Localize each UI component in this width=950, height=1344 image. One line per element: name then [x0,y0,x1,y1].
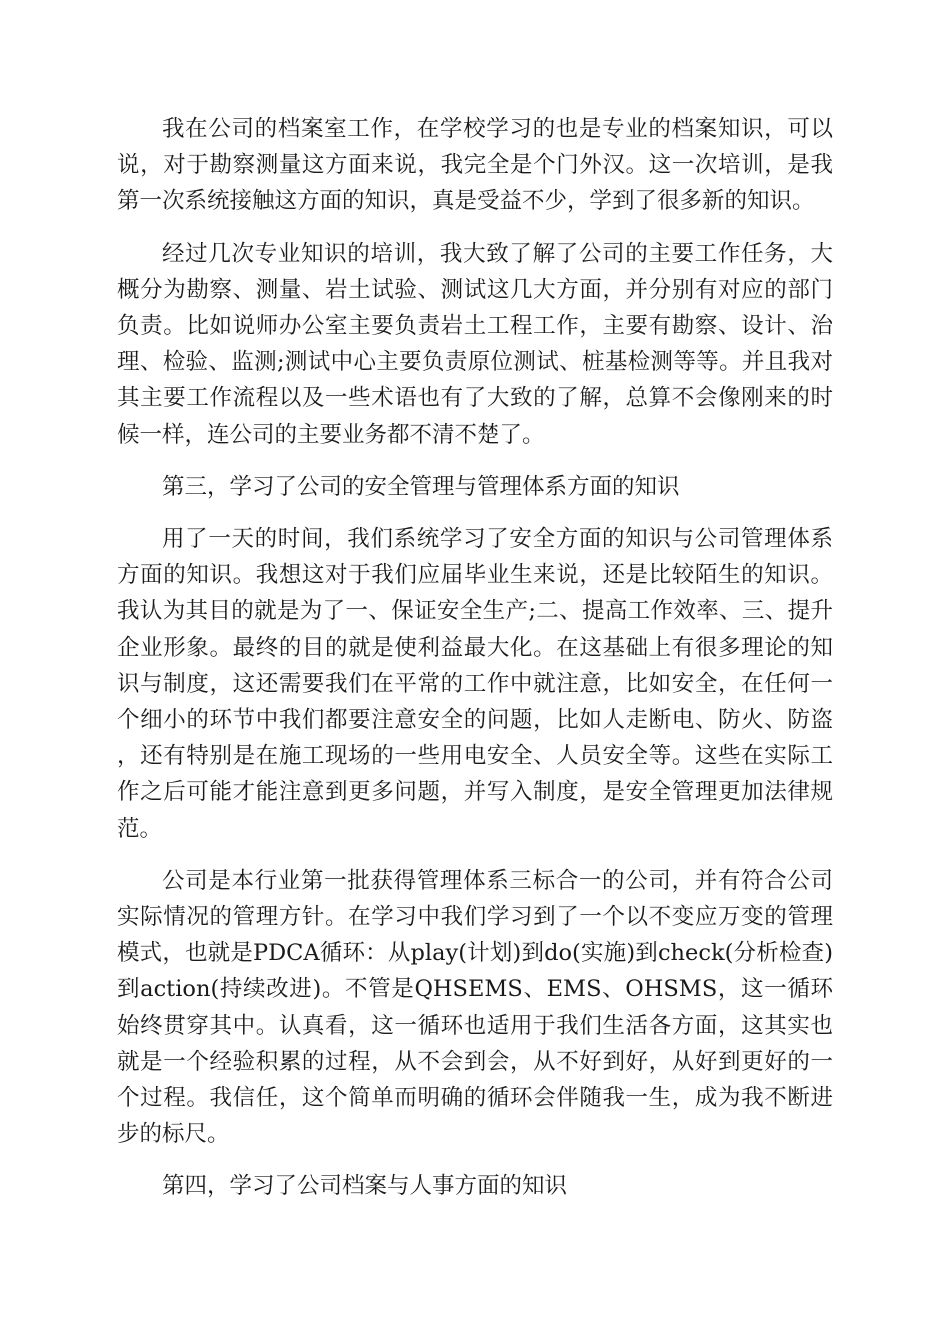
paragraph-archive-work: 我在公司的档案室工作，在学校学习的也是专业的档案知识，可以说，对于勘察测量这方面来说，我完全是个门外汉。这一次培训，是我第一次系统接触这方面的知识，真是受益不少，学到了很多新的知识。 [117,116,833,215]
paragraph-safety-management: 用了一天的时间，我们系统学习了安全方面的知识与公司管理体系方面的知识。我想这对于我们应届毕业生来说，还是比较陌生的知识。我认为其目的就是为了一、保证安全生产;二、提高工作效率、三、提升企业形象。最终的目的就是使利益最大化。在这基础上有很多理论的知识与制度，这还需要我们在平常的工作中就注意，比如安全，在任何一个细小的环节中我们都要注意安全的问题，比如人走断电、防火、防盗，还有特别是在施工现场的一些用电安全、人员安全等。这些在实际工作之后可能才能注意到更多问题，并写入制度，是安全管理更加法律规范。 [117,526,833,842]
paragraph-pdca-cycle: 公司是本行业第一批获得管理体系三标合一的公司，并有符合公司实际情况的管理方针。在学习中我们学习到了一个以不变应万变的管理模式，也就是PDCA循环：从play(计划)到do(实施)到check(分析检查)到action(持续改进)。不管是QHSEMS、EMS、OHSMS，这一循环始终贯穿其中。认真看，这一循环也适用于我们生活各方面，这其实也就是一个经验积累的过程，从不会到会，从不好到好，从好到更好的一个过程。我信任，这个简单而明确的循环会伴随我一生，成为我不断进步的标尺。 [117,867,833,1148]
section-heading-safety: 第三，学习了公司的安全管理与管理体系方面的知识 [162,473,680,500]
section-heading-archives-hr: 第四，学习了公司档案与人事方面的知识 [162,1173,568,1200]
paragraph-company-tasks: 经过几次专业知识的培训，我大致了解了公司的主要工作任务，大概分为勘察、测量、岩土试验、测试这几大方面，并分别有对应的部门负责。比如说师办公室主要负责岩土工程工作，主要有勘察、设计、治理、检验、监测;测试中心主要负责原位测试、桩基检测等等。并且我对其主要工作流程以及一些术语也有了大致的了解，总算不会像刚来的时候一样，连公司的主要业务都不清不楚了。 [117,240,833,448]
document-body [117,111,833,1221]
